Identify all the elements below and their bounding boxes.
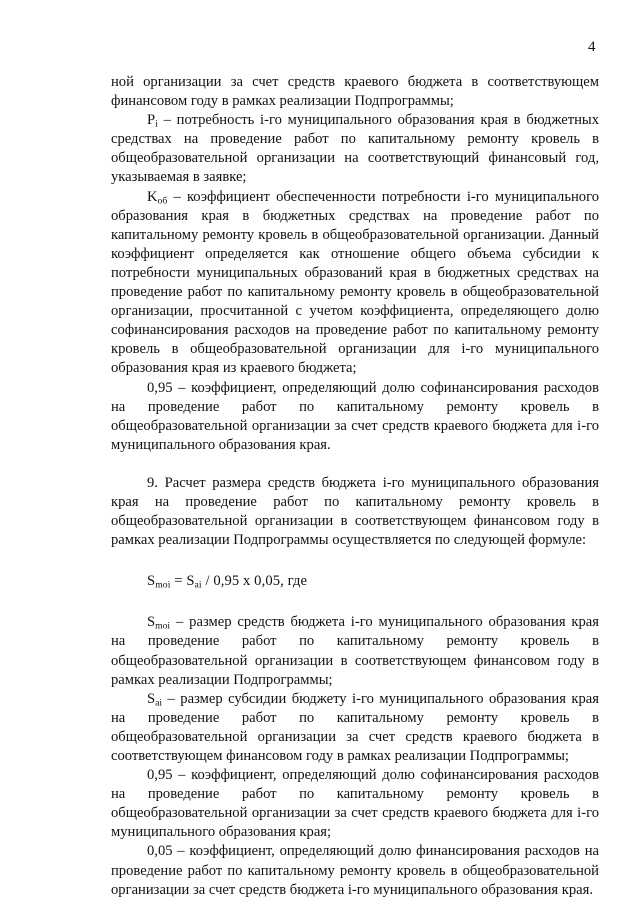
section-9-paragraph: 9. Расчет размера средств бюджета i-го муниципального образования края на проведение работ по капитальному ремонту кровель в общеобразовательной организации в соответствующем финансовом году в рамках реализации Подпрограммы осуществляется по следующей формуле: <box>111 474 599 549</box>
definition-coefficient-005: 0,05 – коэффициент, определяющий долю финансирования расходов на проведение работ по капитальному ремонту кровель в общеобразовательной организации за счет средств бюджета i-го муниципального образования края. <box>111 843 599 898</box>
definition-p-i: $P_i$ – потребность i-го муниципального образования края в бюджетных средствах на проведение работ по капитальному ремонту кровель в общеобразовательной организации на соответствующий финансовый год, указываемая в заявке; <box>111 112 599 186</box>
definition-k-ob: $K_{об}$ – коэффициент обеспеченности потребности i-го муниципального образования края в бюджетных средствах на проведение работ по капитальному ремонту кровель в общеобразовательной организации. Данный коэффициент определяется как отношение общего объема субсидии к потребности муниципальных образований края в бюджетных средствах на проведение работ по капитальному ремонту кровель в общеобразовательной организации, просчитанной с учетом коэффициента, определяющего долю софинансирования расходов на проведение работ по капитальному ремонту кровель в общеобразовательной организации для i-го муниципального образования края из краевого бюджета; <box>111 188 599 377</box>
definition-s-ai: $S_{ai}$ – размер субсидии бюджету i-го муниципального образования края на проведение работ по капитальному ремонту кровель в общеобразовательной организации за счет средств краевого бюджета в соответствующем финансовом году в рамках реализации Подпрограммы; <box>111 690 599 764</box>
definition-coefficient-095: 0,95 – коэффициент, определяющий долю софинансирования расходов на проведение работ по капитальному ремонту кровель в общеобразовательной организации за счет средств краевого бюджета для i-го муниципального образования края. <box>111 379 599 453</box>
page-number: 4 <box>588 39 596 55</box>
definition-s-moi: $S_{moi}$ – размер средств бюджета i-го муниципального образования края на проведение работ по капитальному ремонту кровель в общеобразовательной организации в соответствующем финансовом году в рамках реализации Подпрограммы; <box>111 614 599 688</box>
definition-coefficient-095-b: 0,95 – коэффициент, определяющий долю софинансирования расходов на проведение работ по капитальному ремонту кровель в общеобразовательной организации за счет средств краевого бюджета для i-го муниципального образования края; <box>111 767 599 841</box>
document-body <box>111 73 599 900</box>
formula-line: $S_{moi} = S_{ai} / 0,95$ х 0,05, где <box>147 573 308 591</box>
paragraph-continuation: ной организации за счет средств краевого бюджета в соответствующем финансовом году в рамках реализации Подпрограммы; <box>111 74 599 110</box>
